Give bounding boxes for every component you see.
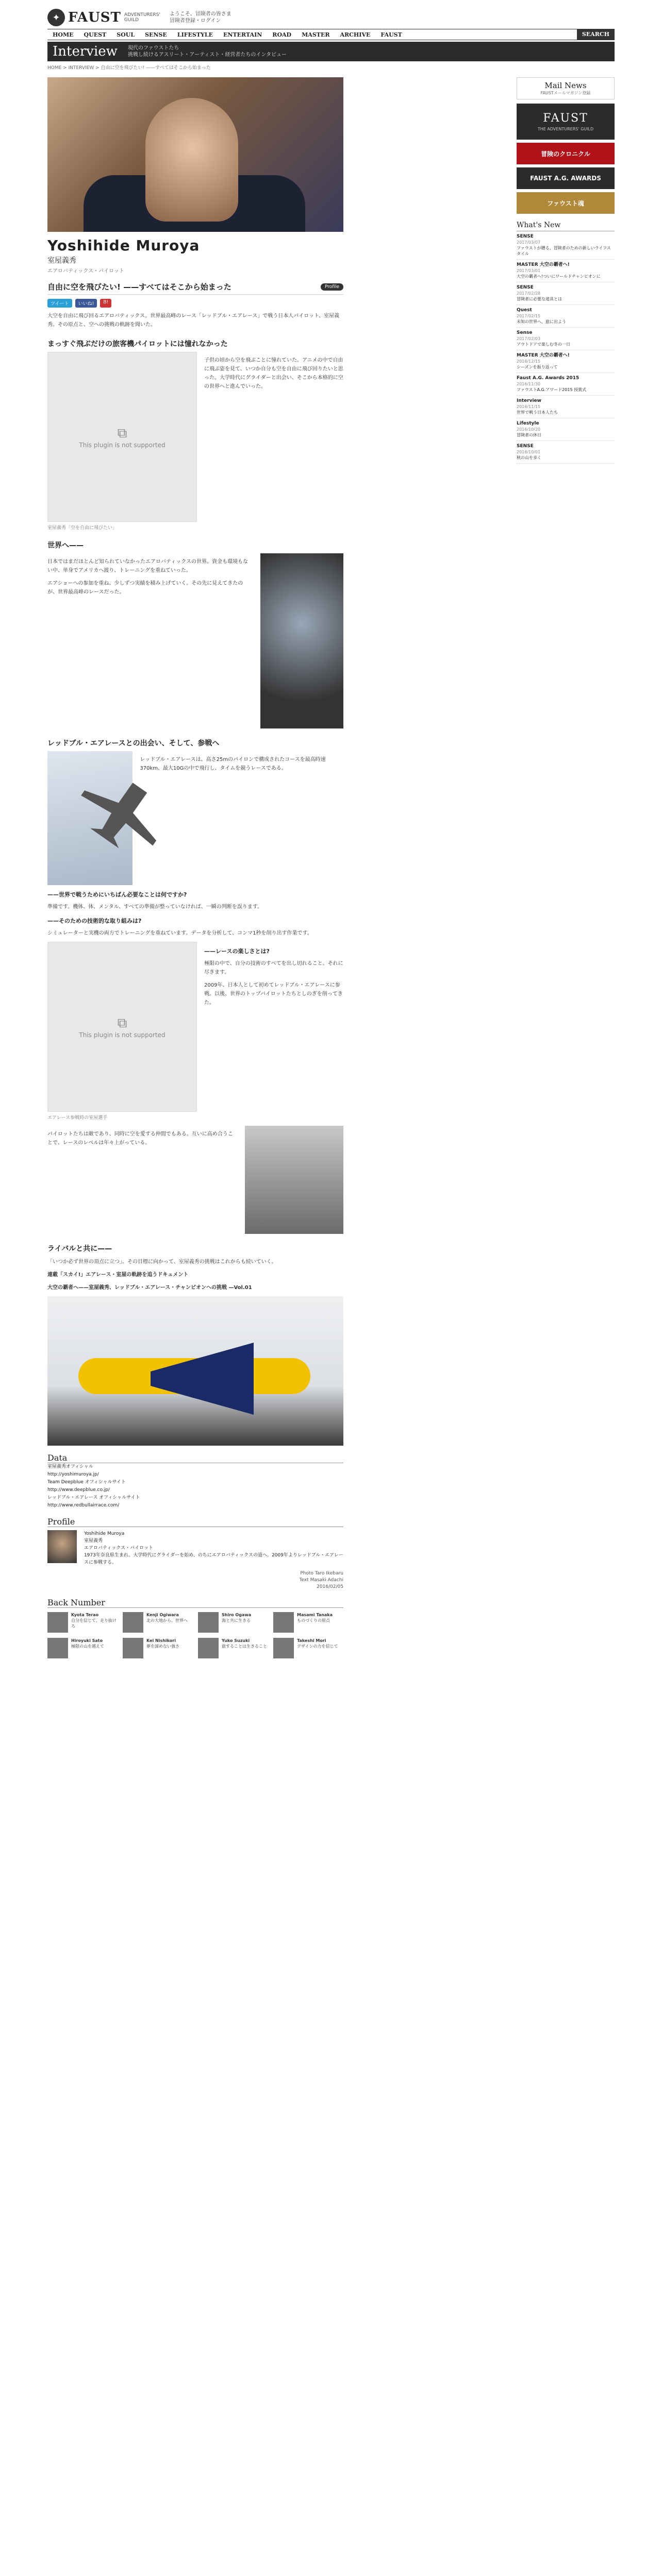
question-1: ——世界で戦うためにいちばん必要なことは何ですか? [47, 891, 187, 898]
back-number-item[interactable]: Masami Tanaka ものづくりの原点 [273, 1612, 343, 1633]
mail-news-banner[interactable]: Mail News FAUSTメールマガジン登録 [517, 77, 615, 99]
paragraph-4: レッドブル・エアレースは、高さ25mのパイロンで構成されたコースを最高時速370km、最大10Gの中で飛行し、タイムを競うレースである。 [140, 757, 326, 771]
video-plugin-placeholder[interactable]: ⧉ This plugin is not supported [47, 352, 197, 522]
nav-faust[interactable]: FAUST [380, 31, 402, 38]
news-item[interactable]: MASTER 大空の覇者へ! 2016/12/15 シーズンを振り返って [517, 350, 615, 373]
nav-soul[interactable]: SOUL [117, 31, 135, 38]
brand-logo[interactable] [47, 9, 160, 26]
profile-title: Profile [47, 1517, 343, 1527]
link-3-label: レッドブル・エアレース オフィシャルサイト [47, 1495, 140, 1500]
welcome-text: ようこそ、冒険者の皆さま 冒険者登録・ログイン [169, 11, 231, 24]
whats-new-title: What's New [517, 221, 615, 231]
back-number-title: Back Number [47, 1598, 343, 1608]
avatar [47, 1530, 77, 1563]
cockpit-photo [260, 553, 343, 728]
profile-bio: 1973年奈良県生まれ。大学時代にグライダーを始め、のちにエアロバティックスの道へ。2009年よりレッドブル・エアレースに参戦する。 [84, 1553, 343, 1565]
brand-sub-2: GUILD [124, 18, 139, 23]
nav-home[interactable]: HOME [53, 31, 74, 38]
paragraph-1: 子供の頃から空を飛ぶことに憧れていた。アニメの中で自由に飛ぶ姿を見て、いつか自分も空を自由に飛び回りたいと思った。大学時代にグライダーと出会い、そこから本格的に空の世界へと進んでいった。 [204, 358, 343, 389]
faust-banner[interactable]: FAUST THE ADVENTURERS' GUILD [517, 104, 615, 140]
profile-box [47, 1530, 343, 1566]
data-links [47, 1463, 343, 1510]
news-item[interactable]: Interview 2016/11/15 世界で戦う日本人たち [517, 396, 615, 418]
sidebar [517, 77, 615, 1658]
back-number-item[interactable]: Kei Nishikori 夢を諦めない強さ [123, 1638, 193, 1658]
section-heading-3: レッドブル・エアレースとの出会い、そして、参戦へ [47, 739, 220, 748]
section-sub-1: 現代のファウストたち [127, 45, 179, 51]
back-number-item[interactable]: Hiroyuki Sato 極限の山を越えて [47, 1638, 118, 1658]
puzzle-piece-icon: ⧉ [117, 425, 127, 441]
news-item[interactable]: MASTER 大空の覇者へ! 2017/03/01 大空の覇者へ!ついにワールドチャンピオンに [517, 260, 615, 282]
news-item[interactable]: SENSE 2017/02/28 冒険者に必要な道具とは [517, 282, 615, 305]
back-number-item[interactable]: Takeshi Mori デザインの力を信じて [273, 1638, 343, 1658]
brand-wordmark: FAUST [68, 10, 121, 25]
article-headline [47, 281, 343, 295]
data-title: Data [47, 1453, 343, 1463]
section-band [47, 42, 615, 61]
question-3: ——レースの楽しさとは? [204, 948, 270, 955]
news-list [517, 231, 615, 464]
question-2: ——そのための技術的な取り組みは? [47, 918, 142, 924]
profile-button[interactable]: Profile [321, 283, 343, 291]
nav-lifestyle[interactable]: LIFESTYLE [177, 31, 213, 38]
back-number-item[interactable]: Kenji Ogiwara 北の大地から、世界へ [123, 1612, 193, 1633]
search-button[interactable]: SEARCH [577, 29, 615, 40]
link-1-label: 室屋義秀オフィシャル [47, 1464, 93, 1469]
link-2-url[interactable]: http://www.deepblue.co.jp/ [47, 1487, 110, 1493]
awards-banner[interactable]: FAUST A.G. AWARDS [517, 167, 615, 189]
interviewee-role: エアロバティックス・パイロット [47, 268, 124, 274]
video-caption: 室屋義秀「空を自由に飛びたい」 [47, 526, 118, 531]
interviewee-name-jp: 室屋義秀 [47, 257, 76, 265]
answer-3: 極限の中で、自分の技術のすべてを出し切れること。それに尽きます。 [204, 961, 343, 975]
news-item[interactable]: SENSE 2016/10/01 秋の山を歩く [517, 441, 615, 464]
link-1-url[interactable]: http://yoshimuroya.jp/ [47, 1472, 99, 1477]
back-number-item[interactable]: Kyota Terao 自分を信じて、走り抜けろ [47, 1612, 118, 1633]
breadcrumb[interactable]: HOME > INTERVIEW > 自由に空を飛びたい! ——すべてはそこから始まった [47, 65, 211, 71]
nav-sense[interactable]: SENSE [145, 31, 167, 38]
chronicle-banner[interactable]: 冒険のクロニクル [517, 143, 615, 164]
news-item[interactable]: Sense 2017/02/03 アウトドアで楽しむ冬の一日 [517, 328, 615, 350]
paragraph-2: 日本ではまだほとんど知られていなかったエアロバティックスの世界。資金も環境もない中、単身でアメリカへ渡り、トレーニングを重ねていった。 [47, 559, 249, 573]
pilot-photo [245, 1126, 343, 1234]
link-3-url[interactable]: http://www.redbullairrace.com/ [47, 1503, 120, 1508]
hatena-bookmark-button[interactable]: B! [100, 299, 111, 308]
series-note-1: 連載「スカイ!」エアレース・室屋の軌跡を追うドキュメント [47, 1272, 189, 1278]
answer-2: シミュレーターと実機の両方でトレーニングを重ねています。データを分析して、コンマ1秒を削り出す作業です。 [47, 930, 312, 936]
main-nav [47, 29, 615, 40]
share-bar [47, 299, 343, 308]
news-item[interactable]: Lifestyle 2016/10/20 冒険者の休日 [517, 418, 615, 441]
link-2-label: Team Deepblue オフィシャルサイト [47, 1480, 126, 1485]
interviewee-name: Yoshihide Muroya [47, 237, 200, 254]
nav-quest[interactable]: QUEST [84, 31, 107, 38]
nav-road[interactable]: ROAD [272, 31, 292, 38]
section-sub-2: 挑戦し続けるアスリート・アーティスト・経営者たちのインタビュー [127, 52, 287, 58]
photo-credit: Photo Taro Ikebaru Text Masaki Adachi 2016/02/05 [299, 1571, 343, 1589]
news-item[interactable]: Faust A.G. Awards 2015 2016/11/30 ファウストA.G.アワード2015 授賞式 [517, 373, 615, 396]
article [47, 77, 343, 1658]
brand-sub-1: ADVENTURERS' [124, 12, 160, 18]
section-heading-4: ライバルと共に—— [47, 1245, 112, 1253]
section-heading-2: 世界へ—— [47, 541, 84, 550]
nav-archive[interactable]: ARCHIVE [340, 31, 371, 38]
paragraph-5: 2009年、日本人として初めてレッドブル・エアレースに参戦。以後、世界のトップパイロットたちとしのぎを削ってきた。 [204, 982, 343, 1006]
paragraph-6: パイロットたちは敵であり、同時に空を愛する仲間でもある。互いに高め合うことで、レースのレベルは年々上がっている。 [47, 1131, 233, 1146]
news-item[interactable]: SENSE 2017/03/07 ファウストが贈る、冒険者のための新しいライフスタイル [517, 231, 615, 260]
faust-spirit-banner[interactable]: ファウスト魂 [517, 192, 615, 214]
back-number-item[interactable]: Shiro Ogawa 海と共に生きる [198, 1612, 268, 1633]
hero-photo [47, 77, 343, 232]
video-plugin-placeholder-2[interactable]: ⧉ This plugin is not supported [47, 942, 197, 1112]
section-heading-1: まっすぐ飛ぶだけの旅客機パイロットには憧れなかった [47, 340, 228, 348]
facebook-like-button[interactable]: いいね! [75, 299, 97, 308]
back-number-item[interactable]: Yuko Suzuki 旅することは生きること [198, 1638, 268, 1658]
lead-paragraph: 大空を自由に飛び回るエアロバティックス。世界最高峰のレース「レッドブル・エアレース」で戦う日本人パイロット、室屋義秀。その原点と、空への挑戦の軌跡を聞いた。 [47, 313, 340, 328]
faust-logo-icon: ✦ [47, 9, 65, 26]
news-item[interactable]: Quest 2017/02/15 未知の世界へ、旅に出よう [517, 305, 615, 328]
profile-name-jp: 室屋義秀 [84, 1538, 103, 1544]
section-title: Interview [53, 44, 118, 59]
nav-master[interactable]: MASTER [302, 31, 330, 38]
nav-entertain[interactable]: ENTERTAIN [223, 31, 262, 38]
paragraph-7: 「いつか必ず世界の頂点に立つ」。その目標に向かって、室屋義秀の挑戦はこれからも続いていく。 [47, 1259, 277, 1265]
video-caption-2: エアレース参戦時の室屋選手 [47, 1115, 108, 1121]
tweet-button[interactable]: ツイート [47, 299, 72, 308]
profile-role: エアロバティックス・パイロット [84, 1546, 153, 1551]
site-header [47, 0, 615, 29]
headline-text: 自由に空を飛びたい! ——すべてはそこから始まった [47, 282, 231, 292]
series-note-2[interactable]: 大空の覇者へ——室屋義秀、レッドブル・エアレース・チャンピオンへの挑戦 —Vol.01 [47, 1285, 252, 1291]
paragraph-3: エアショーへの参加を重ね、少しずつ実績を積み上げていく。その先に見えてきたのが、世界最高峰のレースだった。 [47, 581, 243, 595]
login-link[interactable]: 冒険者登録・ログイン [169, 18, 221, 24]
puzzle-piece-icon: ⧉ [117, 1015, 127, 1031]
race-plane-photo [47, 1296, 343, 1446]
profile-name: Yoshihide Muroya [84, 1531, 125, 1536]
answer-1: 準備です。機体、体、メンタル、すべての準備が整っていなければ、一瞬の判断を誤ります。 [47, 904, 262, 910]
back-number-grid [47, 1612, 343, 1658]
plane-photo [47, 751, 133, 885]
